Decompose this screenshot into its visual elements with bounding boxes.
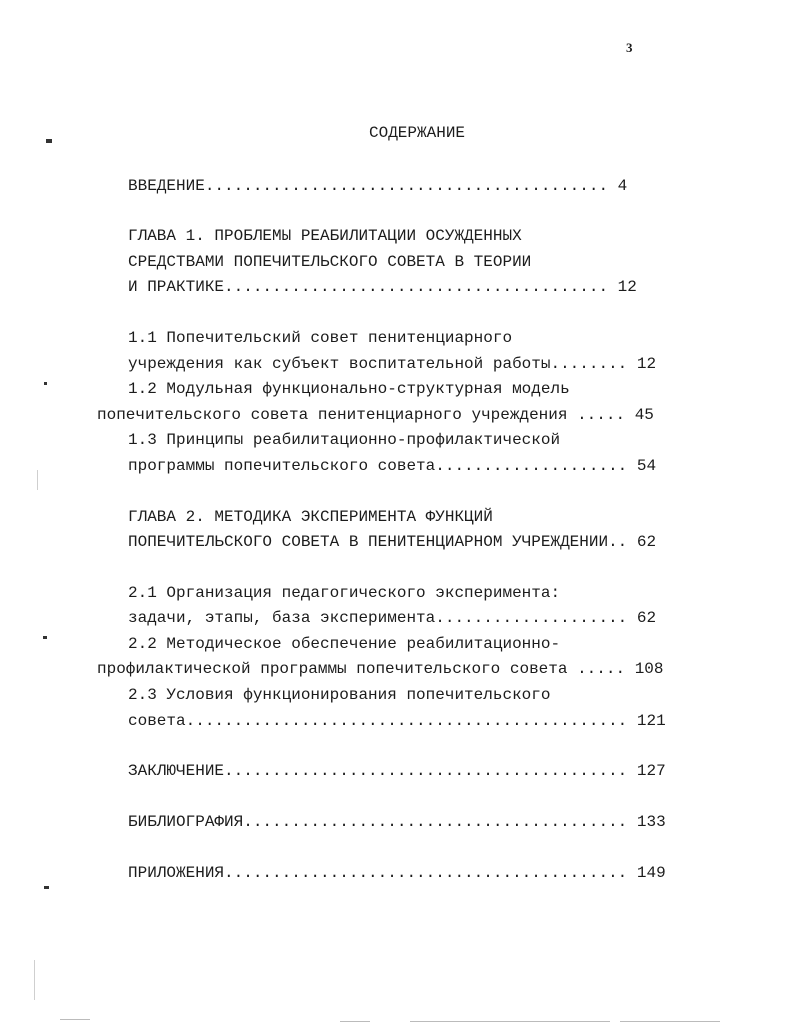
toc-section-2-1-line-1: 2.1 Организация педагогического эксперимента:	[128, 584, 561, 602]
scan-edge-line	[340, 1021, 370, 1022]
toc-section-1-3-line-1: 1.3 Принципы реабилитационно-профилактической	[128, 431, 561, 449]
scan-edge-line	[60, 1019, 90, 1020]
toc-section-2-3-line-2: совета.............................................. 121	[128, 712, 666, 730]
toc-section-2-1-line-2: задачи, этапы, база эксперимента.................... 62	[128, 609, 657, 627]
scan-edge-line	[620, 1021, 720, 1022]
toc-bibliography: БИБЛИОГРАФИЯ........................................ 133	[128, 813, 666, 831]
scan-edge-line	[37, 470, 38, 490]
toc-section-1-3-line-2: программы попечительского совета.................... 54	[128, 457, 657, 475]
page-number: 3	[626, 40, 633, 55]
toc-chapter-1-line-1: ГЛАВА 1. ПРОБЛЕМЫ РЕАБИЛИТАЦИИ ОСУЖДЕННЫХ	[128, 227, 522, 245]
toc-section-2-2-line-1: 2.2 Методическое обеспечение реабилитационно-	[128, 635, 561, 653]
scan-mark	[44, 382, 47, 385]
toc-chapter-2-line-1: ГЛАВА 2. МЕТОДИКА ЭКСПЕРИМЕНТА ФУНКЦИЙ	[128, 508, 493, 526]
toc-appendices: ПРИЛОЖЕНИЯ.......................................... 149	[128, 864, 666, 882]
toc-section-2-3-line-1: 2.3 Условия функционирования попечительского	[128, 686, 551, 704]
toc-chapter-2-line-2: ПОПЕЧИТЕЛЬСКОГО СОВЕТА В ПЕНИТЕНЦИАРНОМ УЧРЕЖДЕНИИ.. 62	[128, 533, 657, 551]
toc-introduction: ВВЕДЕНИЕ.......................................... 4	[128, 177, 628, 195]
toc-section-1-2-line-1: 1.2 Модульная функционально-структурная модель	[128, 380, 570, 398]
toc-section-1-1-line-2: учреждения как субъект воспитательной работы........ 12	[128, 355, 657, 373]
page-title: СОДЕРЖАНИЕ	[369, 124, 466, 142]
toc-chapter-1-line-3: И ПРАКТИКЕ........................................ 12	[128, 278, 637, 296]
toc-chapter-1-line-2: СРЕДСТВАМИ ПОПЕЧИТЕЛЬСКОГО СОВЕТА В ТЕОРИИ	[128, 253, 532, 271]
toc-section-2-2-line-2: профилактической программы попечительского совета ..... 108	[97, 660, 664, 678]
toc-section-1-2-line-2: попечительского совета пенитенциарного учреждения ..... 45	[97, 406, 654, 424]
scan-edge-line	[410, 1021, 610, 1022]
scan-mark	[46, 139, 52, 143]
scan-mark	[43, 636, 47, 639]
scan-mark	[44, 886, 49, 889]
toc-conclusion: ЗАКЛЮЧЕНИЕ.......................................... 127	[128, 762, 666, 780]
scan-edge-line	[34, 960, 35, 1000]
toc-section-1-1-line-1: 1.1 Попечительский совет пенитенциарного	[128, 329, 513, 347]
